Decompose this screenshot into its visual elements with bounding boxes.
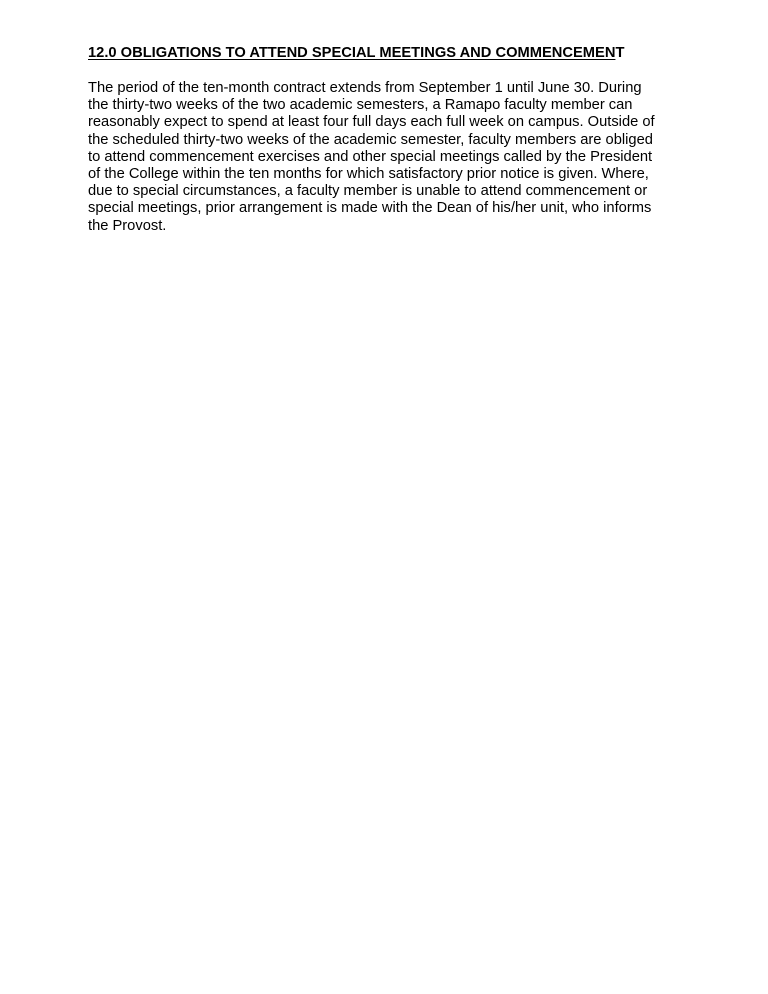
paragraph-line: reasonably expect to spend at least four full days each full week on campus. Outside of (88, 114, 655, 131)
paragraph-line: special meetings, prior arrangement is made with the Dean of his/her unit, who informs (88, 200, 652, 217)
paragraph-line: The period of the ten-month contract extends from September 1 until June 30. During (88, 80, 642, 96)
section-paragraph (88, 80, 688, 235)
paragraph-line: of the College within the ten months for which satisfactory prior notice is given. Where, (88, 166, 649, 183)
section-heading-underlined: 12.0 OBLIGATIONS TO ATTEND SPECIAL MEETINGS AND COMMENCEMEN (88, 45, 616, 61)
paragraph-line: the thirty-two weeks of the two academic semesters, a Ramapo faculty member can (88, 97, 633, 114)
paragraph-line: due to special circumstances, a faculty member is unable to attend commencement or (88, 183, 648, 200)
paragraph-line: to attend commencement exercises and other special meetings called by the President (88, 148, 653, 165)
section-heading-tail: T (615, 45, 625, 61)
paragraph-line: the Provost. (88, 217, 167, 234)
section-heading (88, 44, 688, 62)
paragraph-line: the scheduled thirty-two weeks of the academic semester, faculty members are obliged (88, 131, 653, 148)
